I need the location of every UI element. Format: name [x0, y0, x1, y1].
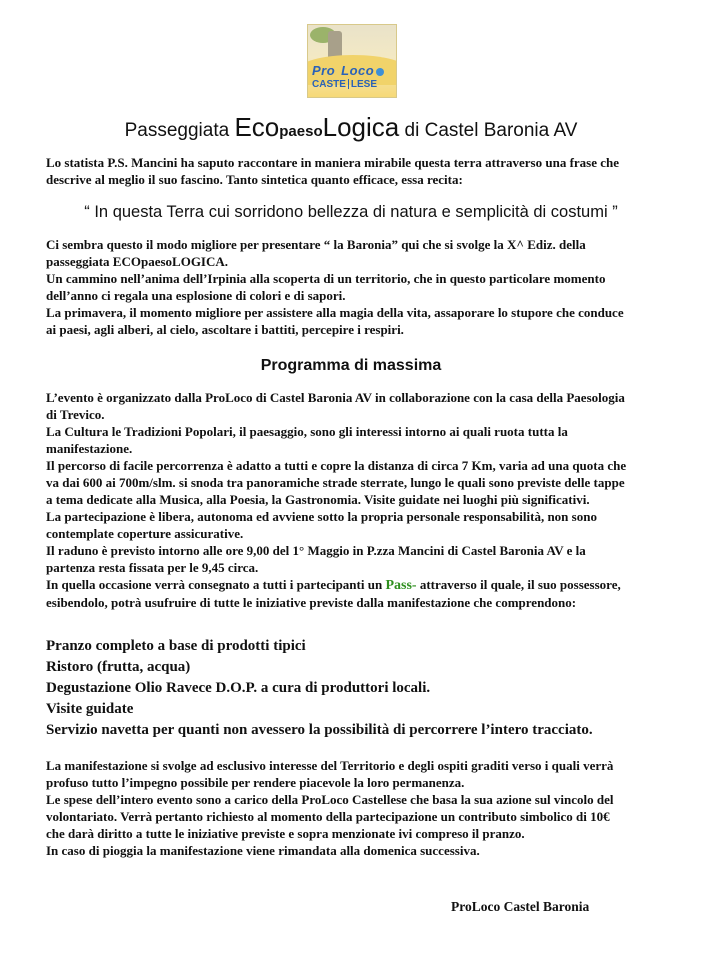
- section-title: Programma di massima: [260, 357, 442, 374]
- intro-paragraph: Lo statista P.S. Mancini ha saputo raccontare in maniera mirabile questa terra attraverso una frase che descrive al meglio il suo fascino. Tanto sintetica quanto efficace, essa recita:: [46, 155, 620, 187]
- pass-highlight: Pass-: [385, 578, 417, 593]
- logo-line1: Pro Loco: [312, 63, 392, 78]
- quote: “ In questa Terra cui sorridono bellezza di natura e semplicità di costumi ”: [84, 203, 618, 221]
- list-item: Visite guidate: [46, 701, 134, 717]
- logo-line2: CASTE LESE: [312, 79, 378, 90]
- list-item: Degustazione Olio Ravece D.O.P. a cura di produttori locali.: [46, 680, 431, 696]
- program-paragraph: L’evento è organizzato dalla ProLoco di Castel Baronia AV in collaborazione con la casa della Paesologia di Trevico. La Cultura le Tradizioni Popolari, il paesaggio, sono gli interessi intorno ai quali ruota tutta la manifestazione. Il percorso di facile percorrenza è adatto a tutti e copre la distanza di circa 7 Km, varia ad una quota che va dai 600 ai 700m/slm. si snoda tra panoramiche strade sterrate, lungo le quali sono previste delle tappe a tema dedicate alla Musica, alla Poesia, la Gastronomia. Visite guidate nei luoghi più significativi. La partecipazione è libera, autonoma ed avviene sotto la propria personale responsabilità, non sono contemplate coperture assicurative. Il raduno è previsto intorno alle ore 9,00 del 1° Maggio in P.zza Mancini di Castel Baronia AV e la partenza resta fissata per le 9,45 circa. In quella occasione verrà consegnato a tutti i partecipanti un Pass- attraverso il quale, il suo possessore, esibendolo, potrà usufruire di tutte le iniziative previste dalla manifestazione che comprendono:: [46, 390, 627, 610]
- page-title: Passeggiata EcopaesoLogica di Castel Baronia AV: [124, 112, 578, 142]
- signature: ProLoco Castel Baronia: [451, 899, 590, 914]
- list-item: Ristoro (frutta, acqua): [46, 659, 191, 675]
- final-paragraph: La manifestazione si svolge ad esclusivo interesse del Territorio e degli ospiti graditi verso i quali verrà profuso tutto l’impegno possibile per rendere piacevole la loro permanenza. Le spese dell’intero evento sono a carico della ProLoco Castellese che basa la sua azione sul vincolo del volontariato. Verrà pertanto richiesto al momento della partecipazione un contributo simbolico di 10€ che darà diritto a tutte le iniziative previste e sopra menzionate ivi compreso il pranzo. In caso di pioggia la manifestazione viene rimandata alla domenica successiva.: [46, 758, 614, 858]
- presentation-paragraph: Ci sembra questo il modo migliore per presentare “ la Baronia” qui che si svolge la X^ Ediz. della passeggiata ECOpaesoLOGICA. Un cammino nell’anima dell’Irpinia alla scoperta di un territorio, che in questo particolare momento dell’anno ci regala una esplosione di colori e di sapori. La primavera, il momento migliore per assistere alla magia della vita, assaporare lo stupore che conduce ai paesi, agli alberi, al cielo, ascoltare i battiti, percepire i respiri.: [46, 237, 624, 337]
- list-item: Servizio navetta per quanti non avessero la possibilità di percorrere l’intero tracciato.: [46, 722, 593, 738]
- list-item: Pranzo completo a base di prodotti tipici: [46, 638, 306, 654]
- ball-icon: [376, 68, 384, 76]
- proloco-logo: [307, 24, 397, 98]
- included-items-list: [46, 636, 676, 741]
